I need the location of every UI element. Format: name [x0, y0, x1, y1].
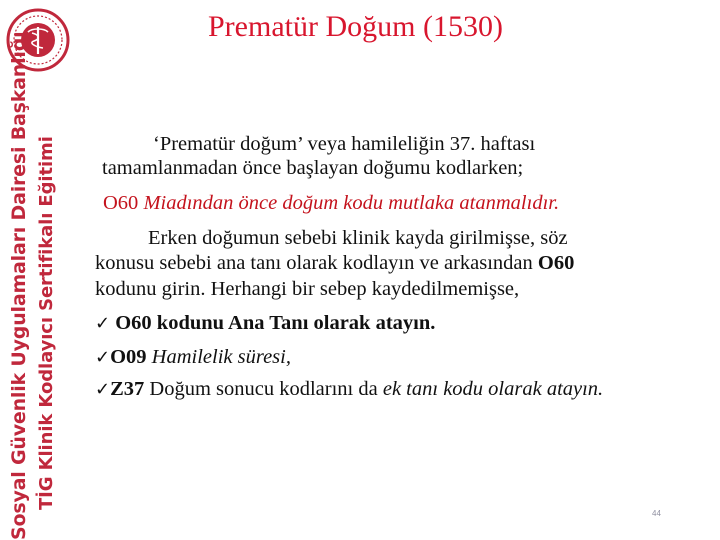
- code-o09: O09: [110, 346, 147, 368]
- institution-vertical-text: Sosyal Güvenlik Uygulamaları Dairesi Başkanlığı: [8, 31, 30, 540]
- code-o60: O60: [103, 192, 139, 214]
- list-item-text: Doğum sonucu kodlarını da: [144, 378, 383, 400]
- body-line: kodunu girin. Herhangi bir sebep kaydedilmemişse,: [95, 278, 520, 300]
- list-item-text: Hamilelik süresi,: [146, 346, 291, 368]
- list-item: [95, 378, 603, 401]
- checkmark-icon: ✓: [95, 347, 111, 368]
- body-line: [95, 252, 574, 275]
- list-item: [95, 312, 435, 335]
- checkmark-icon: ✓: [95, 313, 111, 334]
- code-o60: O60: [537, 252, 575, 274]
- body-line: Erken doğumun sebebi klinik kayda girilmişse, söz: [148, 227, 568, 249]
- body-line: tamamlanmadan önce başlayan doğumu kodlarken;: [102, 157, 524, 179]
- rule-text: Miadından önce doğum kodu mutlaka atanmalıdır.: [138, 192, 560, 214]
- list-item-text: ek tanı kodu olarak atayın.: [382, 378, 604, 400]
- list-item: [95, 346, 291, 369]
- list-item-text: O60 kodunu Ana Tanı olarak atayın.: [115, 312, 436, 334]
- rule-line: [103, 192, 559, 215]
- body-text: konusu sebebi ana tanı olarak kodlayın ve arkasından: [95, 252, 538, 274]
- training-vertical-text: TİG Klinik Kodlayıcı Sertifikalı Eğitimi: [36, 136, 57, 510]
- slide-title: Prematür Doğum (1530): [208, 10, 503, 43]
- page-number: 44: [652, 509, 661, 518]
- code-z37: Z37: [110, 378, 145, 400]
- body-line: ‘Prematür doğum’ veya hamileliğin 37. haftası: [153, 133, 536, 155]
- checkmark-icon: ✓: [95, 379, 111, 400]
